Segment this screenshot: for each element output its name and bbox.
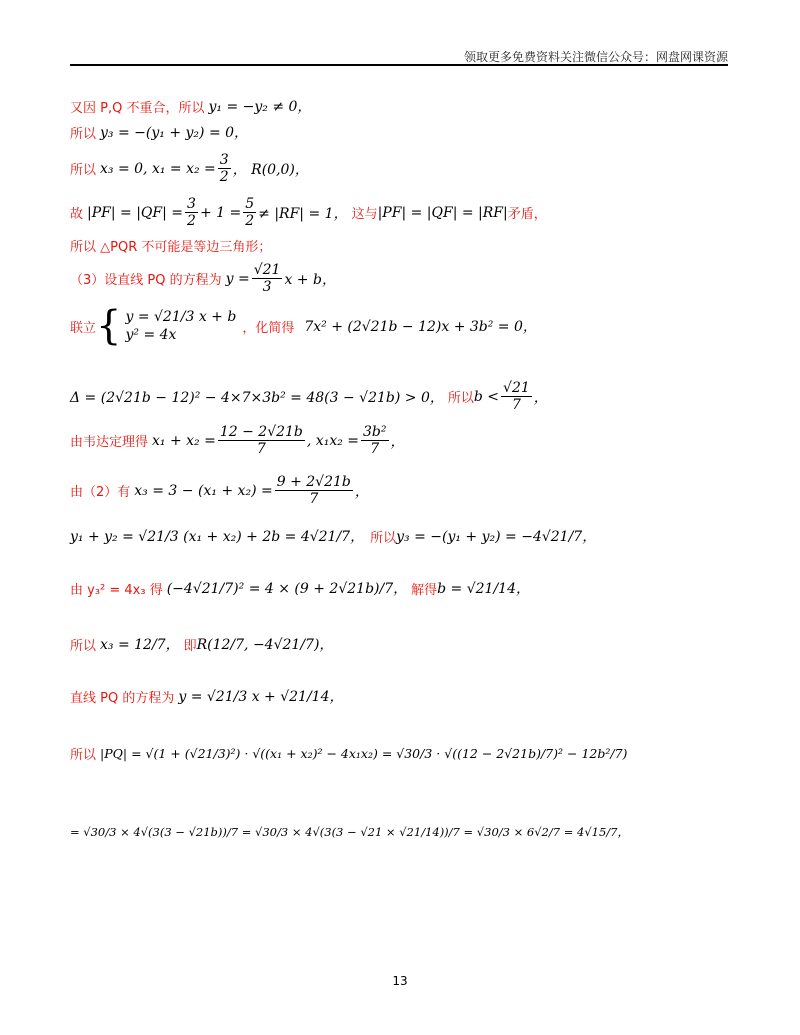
line-3 xyxy=(70,152,309,185)
math-expr: x₃ = 12/7， xyxy=(100,637,180,653)
system-eq-2: y² = 4x xyxy=(125,327,177,343)
line-13 xyxy=(70,634,333,654)
fraction xyxy=(243,196,256,229)
math-expr: x₃ = 3 − (x₁ + x₂) = xyxy=(134,482,273,499)
text-red: 矛盾， xyxy=(507,207,547,222)
math-expr: 7x² + (2√21b − 12)x + 3b² = 0， xyxy=(304,319,537,335)
comma: ， xyxy=(354,483,369,500)
math-expr: ≠ |RF| = 1， xyxy=(258,205,348,222)
system-eq-1: y = √21/3 x + b xyxy=(125,309,237,325)
text-red: 由（2）有 xyxy=(70,485,131,500)
numerator: √21 xyxy=(503,380,530,396)
math-expr: = √30/3 × 4√(3(3 − √21b))/7 = √30/3 × 4√(3(3 − √21 × √21/14))/7 = √30/3 × 6√2/7 = 4√15/7， xyxy=(70,825,629,839)
math-expr: + 1 = xyxy=(199,204,242,221)
math-expr: b < xyxy=(473,388,500,405)
text-red: 所以 xyxy=(70,163,97,178)
line-5 xyxy=(70,236,271,255)
math-expr: , x₁x₂ = xyxy=(306,432,360,449)
text-red: 又因 P,Q 不重合，所以 xyxy=(70,100,205,116)
math-expr: x₁ + x₂ = xyxy=(152,432,216,449)
denominator: 7 xyxy=(309,491,319,507)
line-12 xyxy=(70,578,530,598)
math-expr: |PQ| = √(1 + (√21/3)²) · √((x₁ + x₂)² − 4x₁x₂) = √30/3 · √((12 − 2√21b)/7)² − 12b²/7) xyxy=(100,746,628,761)
comma: ， xyxy=(390,433,405,450)
text-red: （3）设直线 PQ 的方程为 xyxy=(70,273,222,288)
text-red: 由 y₃² = 4x₃ 得 xyxy=(70,582,163,598)
fraction xyxy=(501,380,532,413)
denominator: 2 xyxy=(219,169,229,185)
denominator: 3 xyxy=(262,279,272,295)
text-red: ，化简得 xyxy=(242,320,295,336)
denominator: 7 xyxy=(511,397,521,413)
numerator: 3 xyxy=(187,196,196,212)
text-red: 这与 xyxy=(351,207,378,222)
fraction xyxy=(361,424,388,457)
fraction xyxy=(218,152,231,185)
text-red: 所以 xyxy=(70,748,97,763)
numerator: 5 xyxy=(245,196,255,212)
equation-system xyxy=(125,309,236,343)
numerator: 3b² xyxy=(363,424,387,440)
denominator: 2 xyxy=(245,213,255,229)
line-15 xyxy=(70,744,627,763)
text-red: 所以 xyxy=(70,638,97,654)
line-10 xyxy=(70,474,369,507)
page-number: 13 xyxy=(392,974,408,988)
text-red: 故 xyxy=(70,207,84,222)
math-expr: R(12/7, −4√21/7)， xyxy=(196,637,334,653)
header-divider xyxy=(70,64,728,66)
math-expr: |PF| = |QF| = xyxy=(87,204,184,221)
denominator: 7 xyxy=(256,441,266,457)
fraction xyxy=(185,196,198,229)
comma: ， xyxy=(533,389,548,406)
numerator: 3 xyxy=(219,152,229,168)
fraction xyxy=(275,474,353,507)
text-red: 即 xyxy=(183,638,197,654)
text-red: 联立 xyxy=(70,320,97,336)
math-expr: ， R(0,0)， xyxy=(232,161,309,178)
math-expr: y₃ = −(y₁ + y₂) = −4√21/7， xyxy=(396,529,597,545)
text-red: 所以 xyxy=(447,391,474,406)
line-8 xyxy=(70,380,548,413)
line-14 xyxy=(70,686,344,706)
denominator: 2 xyxy=(187,213,196,229)
math-expr: x₃ = 0, x₁ = x₂ = xyxy=(100,160,216,177)
line-4 xyxy=(70,196,547,229)
text-red: 所以 xyxy=(370,530,397,546)
text-red: 所以 △PQR 不可能是等边三角形； xyxy=(70,240,272,255)
math-expr: Δ = (2√21b − 12)² − 4×7×3b² = 48(3 − √21b) > 0， xyxy=(70,389,444,406)
text-red: 解得 xyxy=(411,582,438,598)
line-7 xyxy=(70,303,537,349)
math-expr: x + b， xyxy=(284,271,336,288)
text-red: 直线 PQ 的方程为 xyxy=(70,690,175,706)
line-1 xyxy=(70,96,311,116)
brace: { xyxy=(96,303,122,349)
text-red: 所以 xyxy=(70,126,97,142)
math-expr: y₃ = −(y₁ + y₂) = 0， xyxy=(100,125,249,141)
denominator: 7 xyxy=(370,441,380,457)
text-red: 由韦达定理得 xyxy=(70,435,149,450)
line-16 xyxy=(70,824,629,840)
header-text: 领取更多免费资料关注微信公众号：网盘网课资源 xyxy=(463,50,728,64)
math-expr: y = xyxy=(225,270,250,287)
math-expr: y = √21/3 x + √21/14， xyxy=(178,689,344,705)
numerator: 9 + 2√21b xyxy=(276,474,351,490)
line-2 xyxy=(70,122,248,142)
numerator: √21 xyxy=(253,262,281,278)
math-expr: b = √21/14， xyxy=(437,581,530,597)
line-9 xyxy=(70,424,405,457)
fraction xyxy=(252,262,283,295)
math-expr: (−4√21/7)² = 4 × (9 + 2√21b)/7， xyxy=(166,581,408,597)
fraction xyxy=(218,424,305,457)
line-6 xyxy=(70,262,336,295)
line-11 xyxy=(70,526,596,546)
math-expr: y₁ + y₂ = √21/3 (x₁ + x₂) + 2b = 4√21/7， xyxy=(70,529,365,545)
math-expr: y₁ = −y₂ ≠ 0， xyxy=(208,99,312,115)
math-expr: |PF| = |QF| = |RF| xyxy=(377,204,508,221)
numerator: 12 − 2√21b xyxy=(219,424,303,440)
